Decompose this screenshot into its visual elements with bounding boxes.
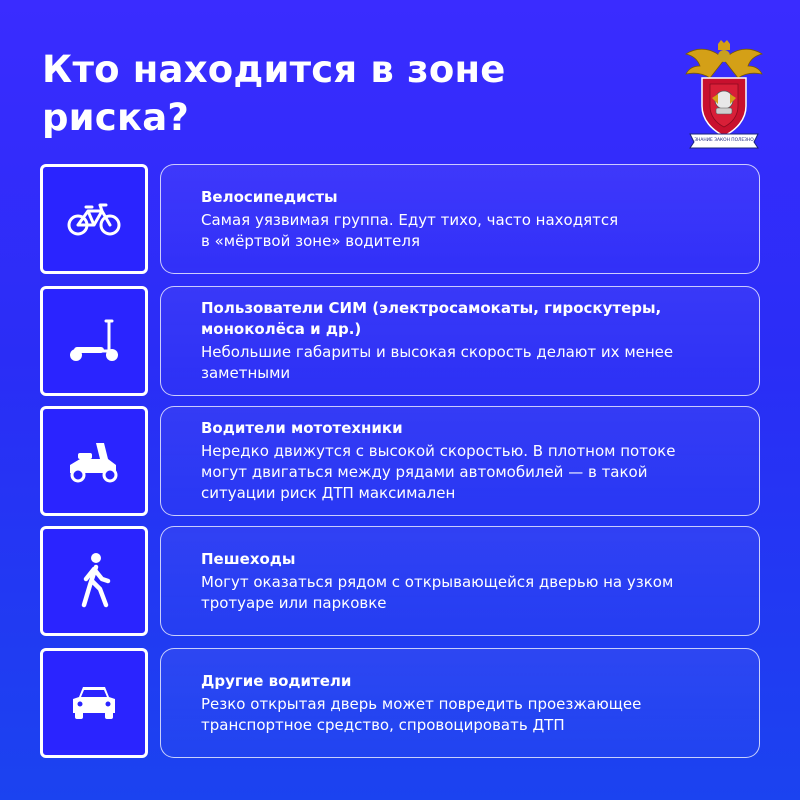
card-title-line: Пользователи СИМ (электросамокаты, гироскутеры,: [201, 299, 662, 317]
info-card: [160, 648, 760, 758]
card-title: [201, 298, 739, 340]
card-title-line: моноколёса и др.): [201, 320, 362, 338]
scooter-icon: [66, 317, 122, 365]
icon-box: [40, 648, 148, 758]
card-text-line: в «мёртвой зоне» водителя: [201, 231, 420, 250]
page-title-line2: риска?: [42, 96, 190, 139]
moped-icon: [66, 439, 122, 483]
page-title: [42, 46, 602, 142]
card-text-line: транспортное средство, спровоцировать ДТП: [201, 715, 565, 734]
card-text-line: Самая уязвимая группа. Едут тихо, часто находятся: [201, 210, 619, 229]
card-text-line: Резко открытая дверь может повредить проезжающее: [201, 694, 642, 713]
pedestrian-icon: [74, 551, 114, 611]
icon-box: [40, 526, 148, 636]
page-title-line1: Кто находится в зоне: [42, 48, 506, 91]
emblem-ribbon-text: ЗНАНИЕ ЗАКОН ПОЛЕЗНО: [694, 138, 754, 143]
card-text-line: могут двигаться между рядами автомобилей — в такой: [201, 463, 648, 481]
card-text-line: Могут оказаться рядом с открывающейся дверью на узком: [201, 572, 674, 591]
police-emblem-icon: [684, 38, 764, 150]
info-card: [160, 406, 760, 516]
card-text: [201, 441, 739, 504]
info-card: [160, 164, 760, 274]
icon-box: [40, 164, 148, 274]
bicycle-icon: [66, 199, 122, 239]
card-text: [201, 210, 739, 252]
info-card: [160, 526, 760, 636]
card-text-line: тротуаре или парковке: [201, 593, 387, 612]
card-title: Пешеходы: [201, 549, 296, 568]
card-title: Велосипедисты: [201, 187, 338, 206]
car-icon: [69, 683, 119, 723]
info-card: [160, 286, 760, 396]
card-text-line: Нередко движутся с высокой скоростью. В плотном потоке: [201, 442, 676, 460]
icon-box: [40, 286, 148, 396]
card-text-line: заметными: [201, 364, 291, 382]
card-title: Водители мототехники: [201, 419, 403, 437]
card-text-line: ситуации риск ДТП максимален: [201, 484, 456, 502]
icon-box: [40, 406, 148, 516]
card-text: [201, 342, 739, 384]
card-text: [201, 572, 739, 614]
card-text-line: Небольшие габариты и высокая скорость делают их менее: [201, 343, 674, 361]
card-text: [201, 694, 739, 736]
card-title: Другие водители: [201, 671, 352, 690]
